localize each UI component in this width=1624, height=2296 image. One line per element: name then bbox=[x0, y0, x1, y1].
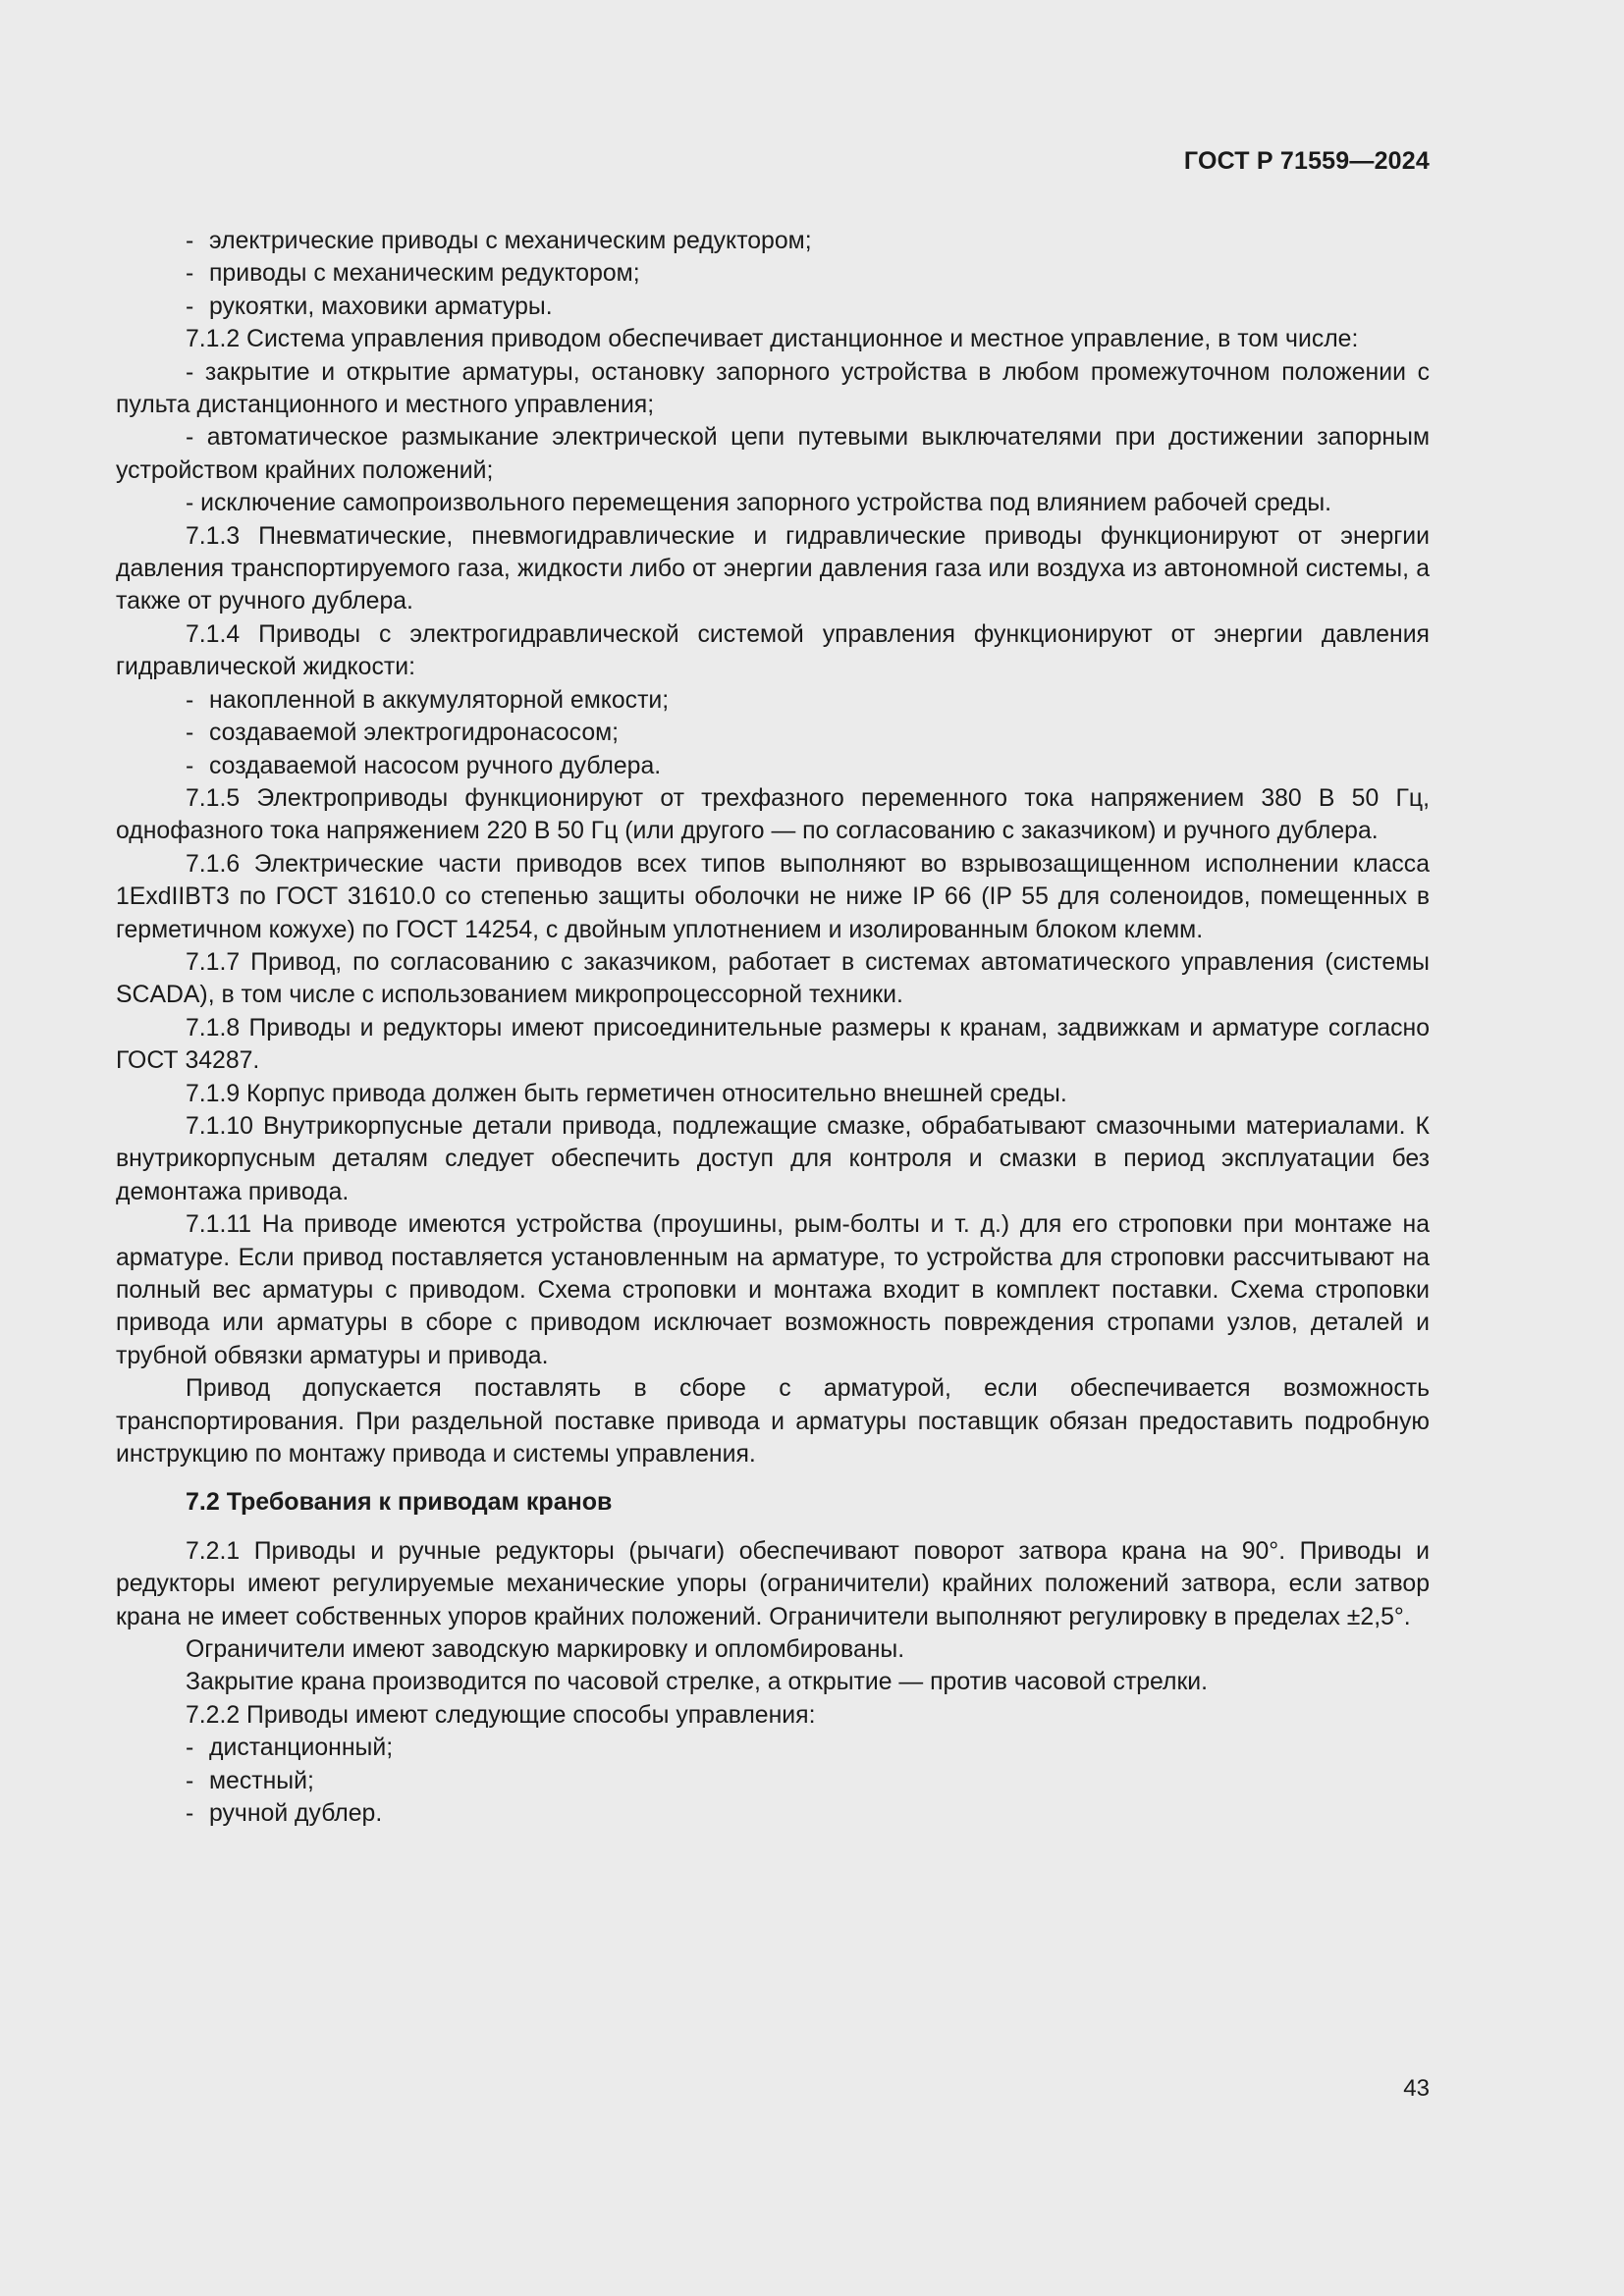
list-dash: - bbox=[186, 1735, 194, 1762]
paragraph: 7.1.7 Привод, по согласованию с заказчиком, работает в системах автоматического управления (системы SCADA), в том числе с использованием микропроцессорной техники. bbox=[116, 948, 1430, 1009]
paragraph: Привод допускается поставлять в сборе с арматурой, если обеспечивается возможность транспортирования. При раздельной поставке привода и арматуры поставщик обязан предоставить подробную инструкцию по монтажу привода и системы управления. bbox=[116, 1375, 1430, 1468]
list-item-text: рукоятки, маховики арматуры. bbox=[209, 293, 553, 320]
list-item-text: дистанционный; bbox=[209, 1735, 394, 1762]
paragraph: 7.2.1 Приводы и ручные редукторы (рычаги) обеспечивают поворот затвора крана на 90°. Приводы и редукторы имеют регулируемые механические упоры (ограничители) крайних положений затвора, если затвор крана не имеет собственных упоров крайних положений. Ограничители выполняют регулировку в пределах ±2,5°. bbox=[116, 1537, 1430, 1630]
list-dash: - bbox=[186, 260, 194, 288]
document-header-id: ГОСТ Р 71559—2024 bbox=[1183, 147, 1430, 175]
list-item-text: приводы с механическим редуктором; bbox=[209, 260, 640, 288]
paragraph: 7.1.2 Система управления приводом обеспечивает дистанционное и местное управление, в том числе: bbox=[186, 326, 1359, 353]
list-item-text: электрические приводы с механическим редуктором; bbox=[209, 228, 812, 254]
list-item bbox=[116, 257, 1430, 290]
list-dash: - bbox=[186, 228, 194, 254]
page-number: 43 bbox=[1403, 2075, 1430, 2102]
list-item-text: создаваемой насосом ручного дублера. bbox=[209, 752, 662, 779]
list-item: - автоматическое размыкание электрической цепи путевыми выключателями при достижении запорным устройством крайних положений; bbox=[116, 424, 1430, 484]
section-heading: 7.2 Требования к приводам кранов bbox=[186, 1488, 613, 1517]
list-dash: - bbox=[186, 1800, 194, 1828]
paragraph: 7.1.6 Электрические части приводов всех типов выполняют во взрывозащищенном исполнении класса 1ExdIIBT3 по ГОСТ 31610.0 со степенью защиты оболочки не ниже IP 66 (IP 55 для соленоидов, помещенных в герметичном кожухе) по ГОСТ 14254, с двойным уплотнением и изолированным блоком клемм. bbox=[116, 850, 1430, 943]
list-item-text: ручной дублер. bbox=[209, 1800, 383, 1828]
list-item bbox=[116, 1732, 1430, 1764]
list-item: - закрытие и открытие арматуры, остановку запорного устройства в любом промежуточном положении с пульта дистанционного и местного управления; bbox=[116, 358, 1430, 419]
list-dash: - bbox=[186, 686, 194, 714]
list-item bbox=[116, 750, 1430, 782]
list-item-text: создаваемой электрогидронасосом; bbox=[209, 720, 620, 747]
list-item bbox=[116, 717, 1430, 749]
list-item-text: накопленной в аккумуляторной емкости; bbox=[209, 686, 670, 714]
list-dash: - bbox=[186, 1767, 194, 1794]
list-item bbox=[116, 1797, 1430, 1830]
list-item bbox=[116, 684, 1430, 717]
list-item bbox=[116, 291, 1430, 323]
paragraph: 7.1.11 На приводе имеются устройства (проушины, рым-болты и т. д.) для его строповки при монтаже на арматуре. Если привод поставляется установленным на арматуре, то устройства для строповки рассчитывают на полный вес арматуры с приводом. Схема строповки и монтажа входит в комплект поставки. Схема строповки привода или арматуры в сборе с приводом исключает возможность повреждения стропами узлов, деталей и трубной обвязки арматуры и привода. bbox=[116, 1211, 1430, 1369]
paragraph: Закрытие крана производится по часовой стрелке, а открытие — против часовой стрелки. bbox=[186, 1669, 1209, 1696]
list-dash: - bbox=[186, 752, 194, 779]
paragraph: 7.2.2 Приводы имеют следующие способы управления: bbox=[186, 1701, 816, 1729]
list-dash: - bbox=[186, 293, 194, 320]
paragraph: 7.1.5 Электроприводы функционируют от трехфазного переменного тока напряжением 380 В 50 Гц, однофазного тока напряжением 220 В 50 Гц (или другого — по согласованию с заказчиком) и ручного дублера. bbox=[116, 784, 1430, 845]
list-item-text: местный; bbox=[209, 1767, 314, 1794]
paragraph: 7.1.9 Корпус привода должен быть герметичен относительно внешней среды. bbox=[186, 1080, 1067, 1107]
list-item bbox=[116, 225, 1430, 257]
paragraph: 7.1.8 Приводы и редукторы имеют присоединительные размеры к кранам, задвижкам и арматуре согласно ГОСТ 34287. bbox=[116, 1014, 1430, 1075]
list-item: - исключение самопроизвольного перемещения запорного устройства под влиянием рабочей среды. bbox=[186, 490, 1332, 517]
paragraph: 7.1.4 Приводы с электрогидравлической системой управления функционируют от энергии давления гидравлической жидкости: bbox=[116, 620, 1430, 681]
list-item bbox=[116, 1765, 1430, 1797]
list-dash: - bbox=[186, 720, 194, 747]
paragraph: 7.1.3 Пневматические, пневмогидравлические и гидравлические приводы функционируют от энергии давления транспортируемого газа, жидкости либо от энергии давления газа или воздуха из автономной системы, а также от ручного дублера. bbox=[116, 522, 1430, 615]
paragraph: 7.1.10 Внутрикорпусные детали привода, подлежащие смазке, обрабатывают смазочными материалами. К внутрикорпусным деталям следует обеспечить доступ для контроля и смазки в период эксплуатации без демонтажа привода. bbox=[116, 1112, 1430, 1205]
paragraph: Ограничители имеют заводскую маркировку и опломбированы. bbox=[186, 1636, 905, 1664]
document-body bbox=[116, 225, 1430, 1831]
